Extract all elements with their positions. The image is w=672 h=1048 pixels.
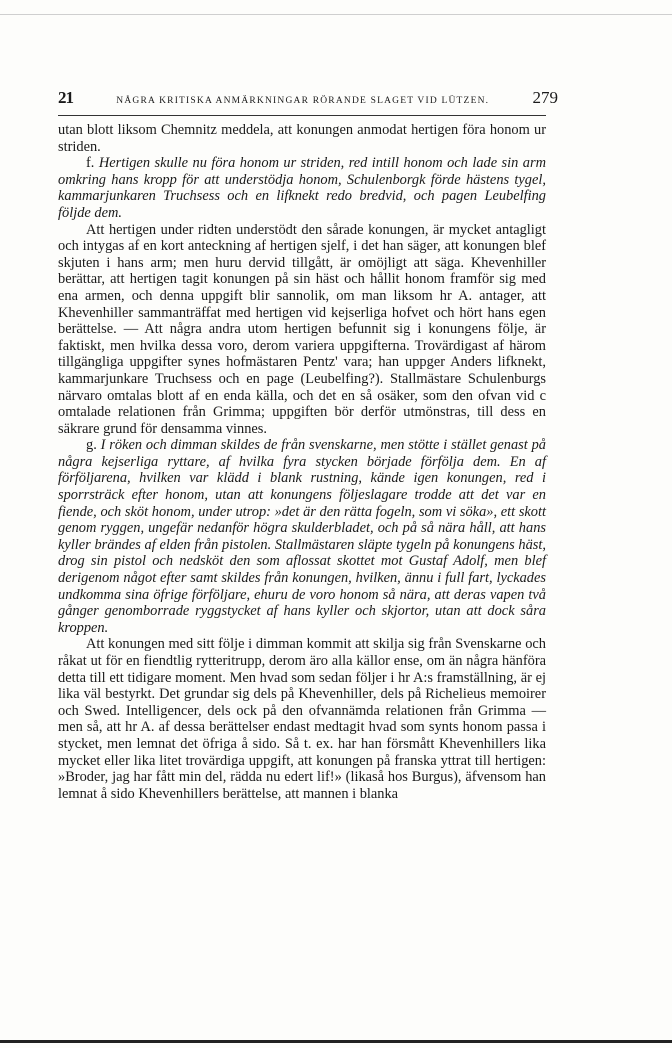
quoted-passage-g: I röken och dimman skildes de från svenskarne, men stötte i stället genast på några kejserliga ryttare, af hvilka fyra stycken började förfölja dem. En af förföljarena, hvilken var klädd i blank rustning, kände igen konungen, red i sporrsträck efter honom, utan att konungens följeslagare trodde att det var en fiende, och sköt honom, under utrop: »det är den rätta fogeln, som vi söka», ett skott genom ryggen, ungefär nedanför högra skulderbladet, och på så nära håll, att hans kyller brändes af elden från pistolen. Stallmästaren släpte tygeln på konungens häst, drog sin pistol och nedsköt den som aflossat skottet mot Gustaf Adolf, men blef derigenom något efter samt skildes från konungen, hvilken, ännu i full fart, lyckades undkomma sina öfrige förföljare, ehuru de voro honom så nära, att deras vapen två gånger genomborrade ryggstycket af hans kyller och skjortor, utan att dock såra kroppen.	[58, 437, 546, 636]
page-number: 279	[532, 88, 558, 107]
quoted-point-f	[58, 155, 546, 221]
quoted-point-g	[58, 437, 546, 636]
commentary-paragraph-g: Att konungen med sitt följe i dimman kommit att skilja sig från Svenskarne och råkat ut för en fiendtlig rytteritrupp, derom äro alla källor ense, om än några hänföra detta till ett tidigare moment. Men hvad som sedan följer i hr A:s framställning, är ej lika väl bestyrkt. Det grundar sig dels på Khevenhiller, dels på Richelieus memoirer och Swed. Intelligencer, dels ock på den ofvannämda relationen från Grimma — men så, att hr A. af dessa berättelser endast medtagit hvad som synts honom passa i stycket, men lemnat det öfriga å sido. Så t. ex. har han försmått Khevenhillers lika mycket eller lika litet trovärdiga uppgift, att konungen på franska yttrat till hertigen: »Broder, jag har fått min del, rädda nu edert lif!» (likaså hos Burgus), äfvensom han lemnat å sido Khevenhillers berättelse, att mannen i blanka	[58, 636, 546, 802]
header-divider	[58, 115, 546, 116]
body-text	[58, 122, 546, 802]
scan-bottom-edge	[0, 1040, 672, 1043]
scan-edge-line	[0, 14, 672, 15]
running-title: NÅGRA KRITISKA ANMÄRKNINGAR RÖRANDE SLAGET VID LÜTZEN.	[116, 96, 490, 106]
point-label-g: g.	[86, 437, 97, 454]
commentary-paragraph-f: Att hertigen under ridten understödt den sårade konungen, är mycket antagligt och intygas af en kort anteckning af hertigen sjelf, i det han säger, att konungen blef skjuten i hans arm; men huru dervid tillgått, är omöjligt att säga. Khevenhiller berättar, att hertigen tagit konungen på sin häst och hållit honom framför sig med ena armen, och denna uppgift blir sannolik, om man liksom hr A. antager, att Khevenhiller sammanträffat med hertigen vid kejserliga hofvet och hört hans egen berättelse. — Att några andra utom hertigen befunnit sig i konungens följe, är faktiskt, men hvilka dessa voro, derom variera uppgifterna. Trovärdigast af härom tillgängliga uppgifter synes hofmästaren Pentz' vara; han uppger Anders lifknekt, kammarjunkare Truchsess och en page (Leubelfing?). Stallmästare Schulenburgs närvaro omtalas blott af en enda källa, och det en så osäker, som den ofvan vid c omtalade relationen från Grimma; uppgiften bör derför utmönstras, till dess en säkrare grund för densamma vinnes.	[58, 221, 546, 437]
paragraph-continuation: utan blott liksom Chemnitz meddela, att konungen anmodat hertigen föra honom ur striden.	[58, 122, 546, 155]
point-label-f: f.	[86, 155, 95, 172]
signature-mark: 21	[58, 88, 73, 107]
running-header	[58, 88, 558, 108]
quoted-passage-f: Hertigen skulle nu föra honom ur striden, red intill honom och lade sin arm omkring hans kropp för att understödja honom, Schulenborgk förde hästens tygel, kammarjunkaren Truchsess och en lifknekt redo bredvid, och pagen Leubelfing följde dem.	[58, 155, 546, 221]
